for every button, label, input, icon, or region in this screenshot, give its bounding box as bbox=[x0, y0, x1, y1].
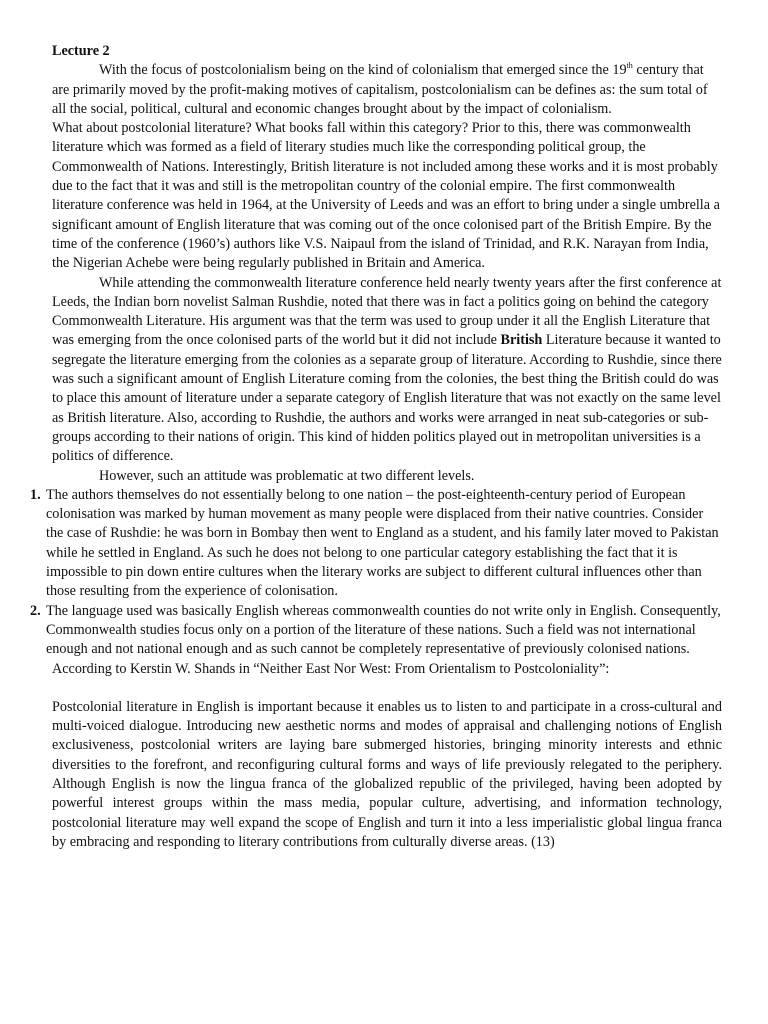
list-number: 1. bbox=[30, 486, 41, 503]
lecture-title: Lecture 2 bbox=[52, 43, 110, 59]
paragraph-rushdie-argument bbox=[52, 274, 722, 467]
paragraph-definition-part-b: century that are primarily moved by the profit-making motives of capitalism, postcolonialism can be defines as: the sum total of all the social, political, cultural and economic changes brought about by the impact of colonialism. bbox=[52, 62, 708, 117]
paragraph-problematic: However, such an attitude was problematic at two different levels. bbox=[99, 467, 475, 484]
paragraph-commonwealth-literature: What about postcolonial literature? What books fall within this category? Prior to this, there was commonwealth literature which was formed as a field of literary studies much like the corresponding political group, the Commonwealth of Nations. Interestingly, British literature is not included among these works and it is most probably due to the fact that it was and still is the metropolitan country of the colonial empire. The first commonwealth literature conference was held in 1964, at the University of Leeds and was an effort to bring under a single umbrella a significant amount of English literature that was coming out of the once colonised part of the British Empire. By the time of the conference (1960’s) authors like V.S. Naipaul from the island of Trinidad, and R.K. Narayan from India, the Nigerian Achebe were being regularly published in Britain and America. bbox=[52, 120, 720, 272]
paragraph-definition-part-a: With the focus of postcolonialism being on the kind of colonialism that emerged since the 19 bbox=[99, 62, 627, 79]
document-page bbox=[30, 42, 722, 852]
bold-british: British bbox=[500, 332, 543, 349]
paragraph-rushdie-part-a: While attending the commonwealth literature conference held nearly twenty years after the first conference at Leeds, the Indian born novelist Salman Rushdie, noted that there was in fact a politics going on behind the category Commonwealth Literature. His argument was that the term was used to group under it all the English Literature that was emerging from the once colonised parts of the world but it did not include bbox=[52, 274, 722, 349]
list-number: 2. bbox=[30, 602, 41, 619]
list-item bbox=[30, 602, 722, 660]
paragraph-rushdie-part-b: Literature because it wanted to segregate the literature emerging from the colonies as a separate group of literature. According to Rushdie, since there was such a significant amount of English Literature coming from the colonies, the best thing the British could do was to place this amount of literature under a separate category of English literature that was not exactly on the same level as British literature. Also, according to Rushdie, the authors and works were arranged in neat sub-categories or sub-groups according to their nations of origin. This kind of hidden politics played out in metropolitan universities is a politics of difference. bbox=[52, 332, 722, 465]
list-item bbox=[30, 486, 722, 602]
block-quote: Postcolonial literature in English is important because it enables us to listen to and participate in a cross-cultural and multi-voiced dialogue. Introducing new aesthetic norms and modes of appraisal and challenging notions of English exclusiveness, postcolonial writers are laying bare submerged histories, bringing minority interests and ethnic diversities to the forefront, and reconfiguring cultural forms and ways of life previously relegated to the periphery. Although English is now the lingua franca of the globalized republic of the privileged, having been adopted by powerful interest groups within the mass media, popular culture, advertising, and information technology, postcolonial literature may well expand the scope of English and turn it into a less imperialistic global lingua franca by embracing and responding to literary contributions from culturally diverse areas. (13) bbox=[52, 698, 722, 850]
list-item-text: The authors themselves do not essentially belong to one nation – the post-eighteenth-century period of European colonisation was marked by human movement as many people were displaced from their native countries. Consider the case of Rushdie: he was born in Bombay then went to England as a student, and his family later moved to Pakistan while he settled in England. As such he does not belong to one particular category establishing the fact that it is impossible to pin down entire cultures when the literary works are subject to different cultural influences other than those resulting from the experience of colonisation. bbox=[46, 486, 719, 600]
paragraph-definition bbox=[52, 61, 722, 119]
superscript-th: th bbox=[626, 61, 633, 71]
citation-intro: According to Kerstin W. Shands in “Neither East Nor West: From Orientalism to Postcoloniality”: bbox=[52, 660, 610, 677]
list-item-text: The language used was basically English whereas commonwealth counties do not write only in English. Consequently, Commonwealth studies focus only on a portion of the literature of these nations. Such a field was not international enough and not national enough and as such cannot be completely representative of previously colonised nations. bbox=[46, 602, 721, 658]
